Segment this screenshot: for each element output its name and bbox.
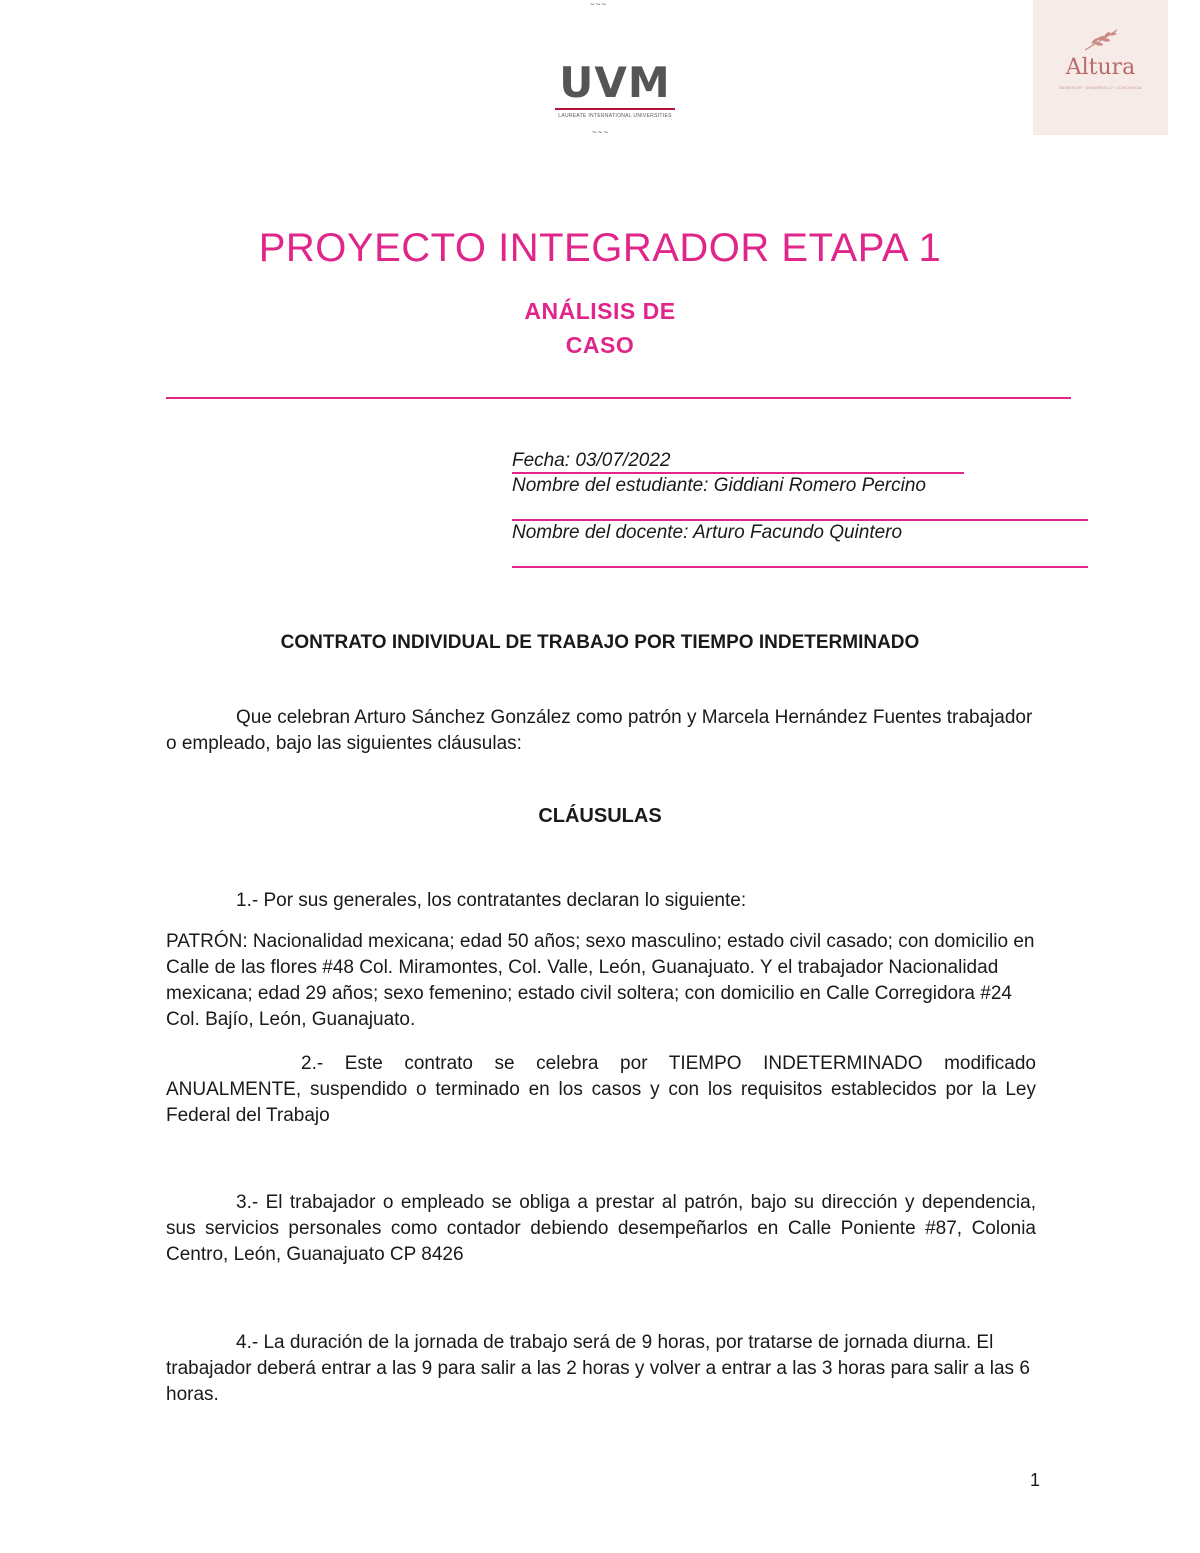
clause-2: 2.- Este contrato se celebra por TIEMPO INDETERMINADO modificado ANUALMENTE, suspendido o terminado en los casos y con los requisitos establecidos por la Ley Federal del Trabajo [166, 1053, 1036, 1126]
contract-heading: CONTRATO INDIVIDUAL DE TRABAJO POR TIEMPO INDETERMINADO [280, 632, 920, 653]
document-subtitle-line2: CASO [565, 332, 635, 358]
altura-name: Altura [1065, 55, 1136, 80]
meta-fecha: Fecha: 03/07/2022 [512, 450, 671, 471]
document-title: PROYECTO INTEGRADOR ETAPA 1 [258, 226, 942, 270]
meta-student-rule [512, 519, 1088, 521]
header-bottom-mark: ~~~ [592, 128, 610, 137]
clause-4: 4.- La duración de la jornada de trabajo será de 9 horas, por tratarse de jornada diurna. El trabajador deberá entrar a las 9 para salir a las 2 horas y volver a entrar a las 3 horas para salir a las 6 horas. [166, 1332, 1030, 1405]
altura-tagline: BIENESTAR · DESARROLLO · CONCIENCIA [1059, 85, 1142, 90]
uvm-logo-text: UVM [559, 58, 671, 107]
clauses-heading: CLÁUSULAS [538, 805, 662, 827]
document-subtitle-line1: ANÁLISIS DE [524, 298, 676, 324]
altura-badge [1033, 0, 1168, 135]
meta-fecha-rule [512, 472, 964, 474]
meta-teacher-rule [512, 566, 1088, 568]
header-top-mark: ~~~ [590, 0, 608, 9]
meta-student: Nombre del estudiante: Giddiani Romero Percino [512, 475, 926, 496]
clause-1-body: PATRÓN: Nacionalidad mexicana; edad 50 años; sexo masculino; estado civil casado; con domicilio en Calle de las flores #48 Col. Miramontes, Col. Valle, León, Guanajuato. Y el trabajador Nacionalidad mexicana; edad 29 años; sexo femenino; estado civil soltera; con domicilio en Calle Corregidora #24 Col. Bajío, León, Guanajuato. [166, 931, 1035, 1030]
contract-intro: Que celebran Arturo Sánchez González como patrón y Marcela Hernández Fuentes trabajador o empleado, bajo las siguientes cláusulas: [166, 707, 1033, 754]
clause-1-intro: 1.- Por sus generales, los contratantes declaran lo siguiente: [236, 890, 747, 911]
uvm-logo-rule [555, 108, 675, 110]
uvm-logo [555, 58, 675, 119]
clause-3: 3.- El trabajador o empleado se obliga a prestar al patrón, bajo su dirección y dependencia, sus servicios personales como contador debiendo desempeñarlos en Calle Poniente #87, Colonia Centro, León, Guanajuato CP 8426 [166, 1192, 1036, 1265]
meta-teacher: Nombre del docente: Arturo Facundo Quintero [512, 522, 903, 543]
uvm-logo-tagline: LAUREATE INTERNATIONAL UNIVERSITIES [558, 113, 672, 119]
leaf-branch-icon [1081, 26, 1121, 54]
title-divider [166, 397, 1071, 399]
page-number: 1 [1030, 1470, 1041, 1490]
